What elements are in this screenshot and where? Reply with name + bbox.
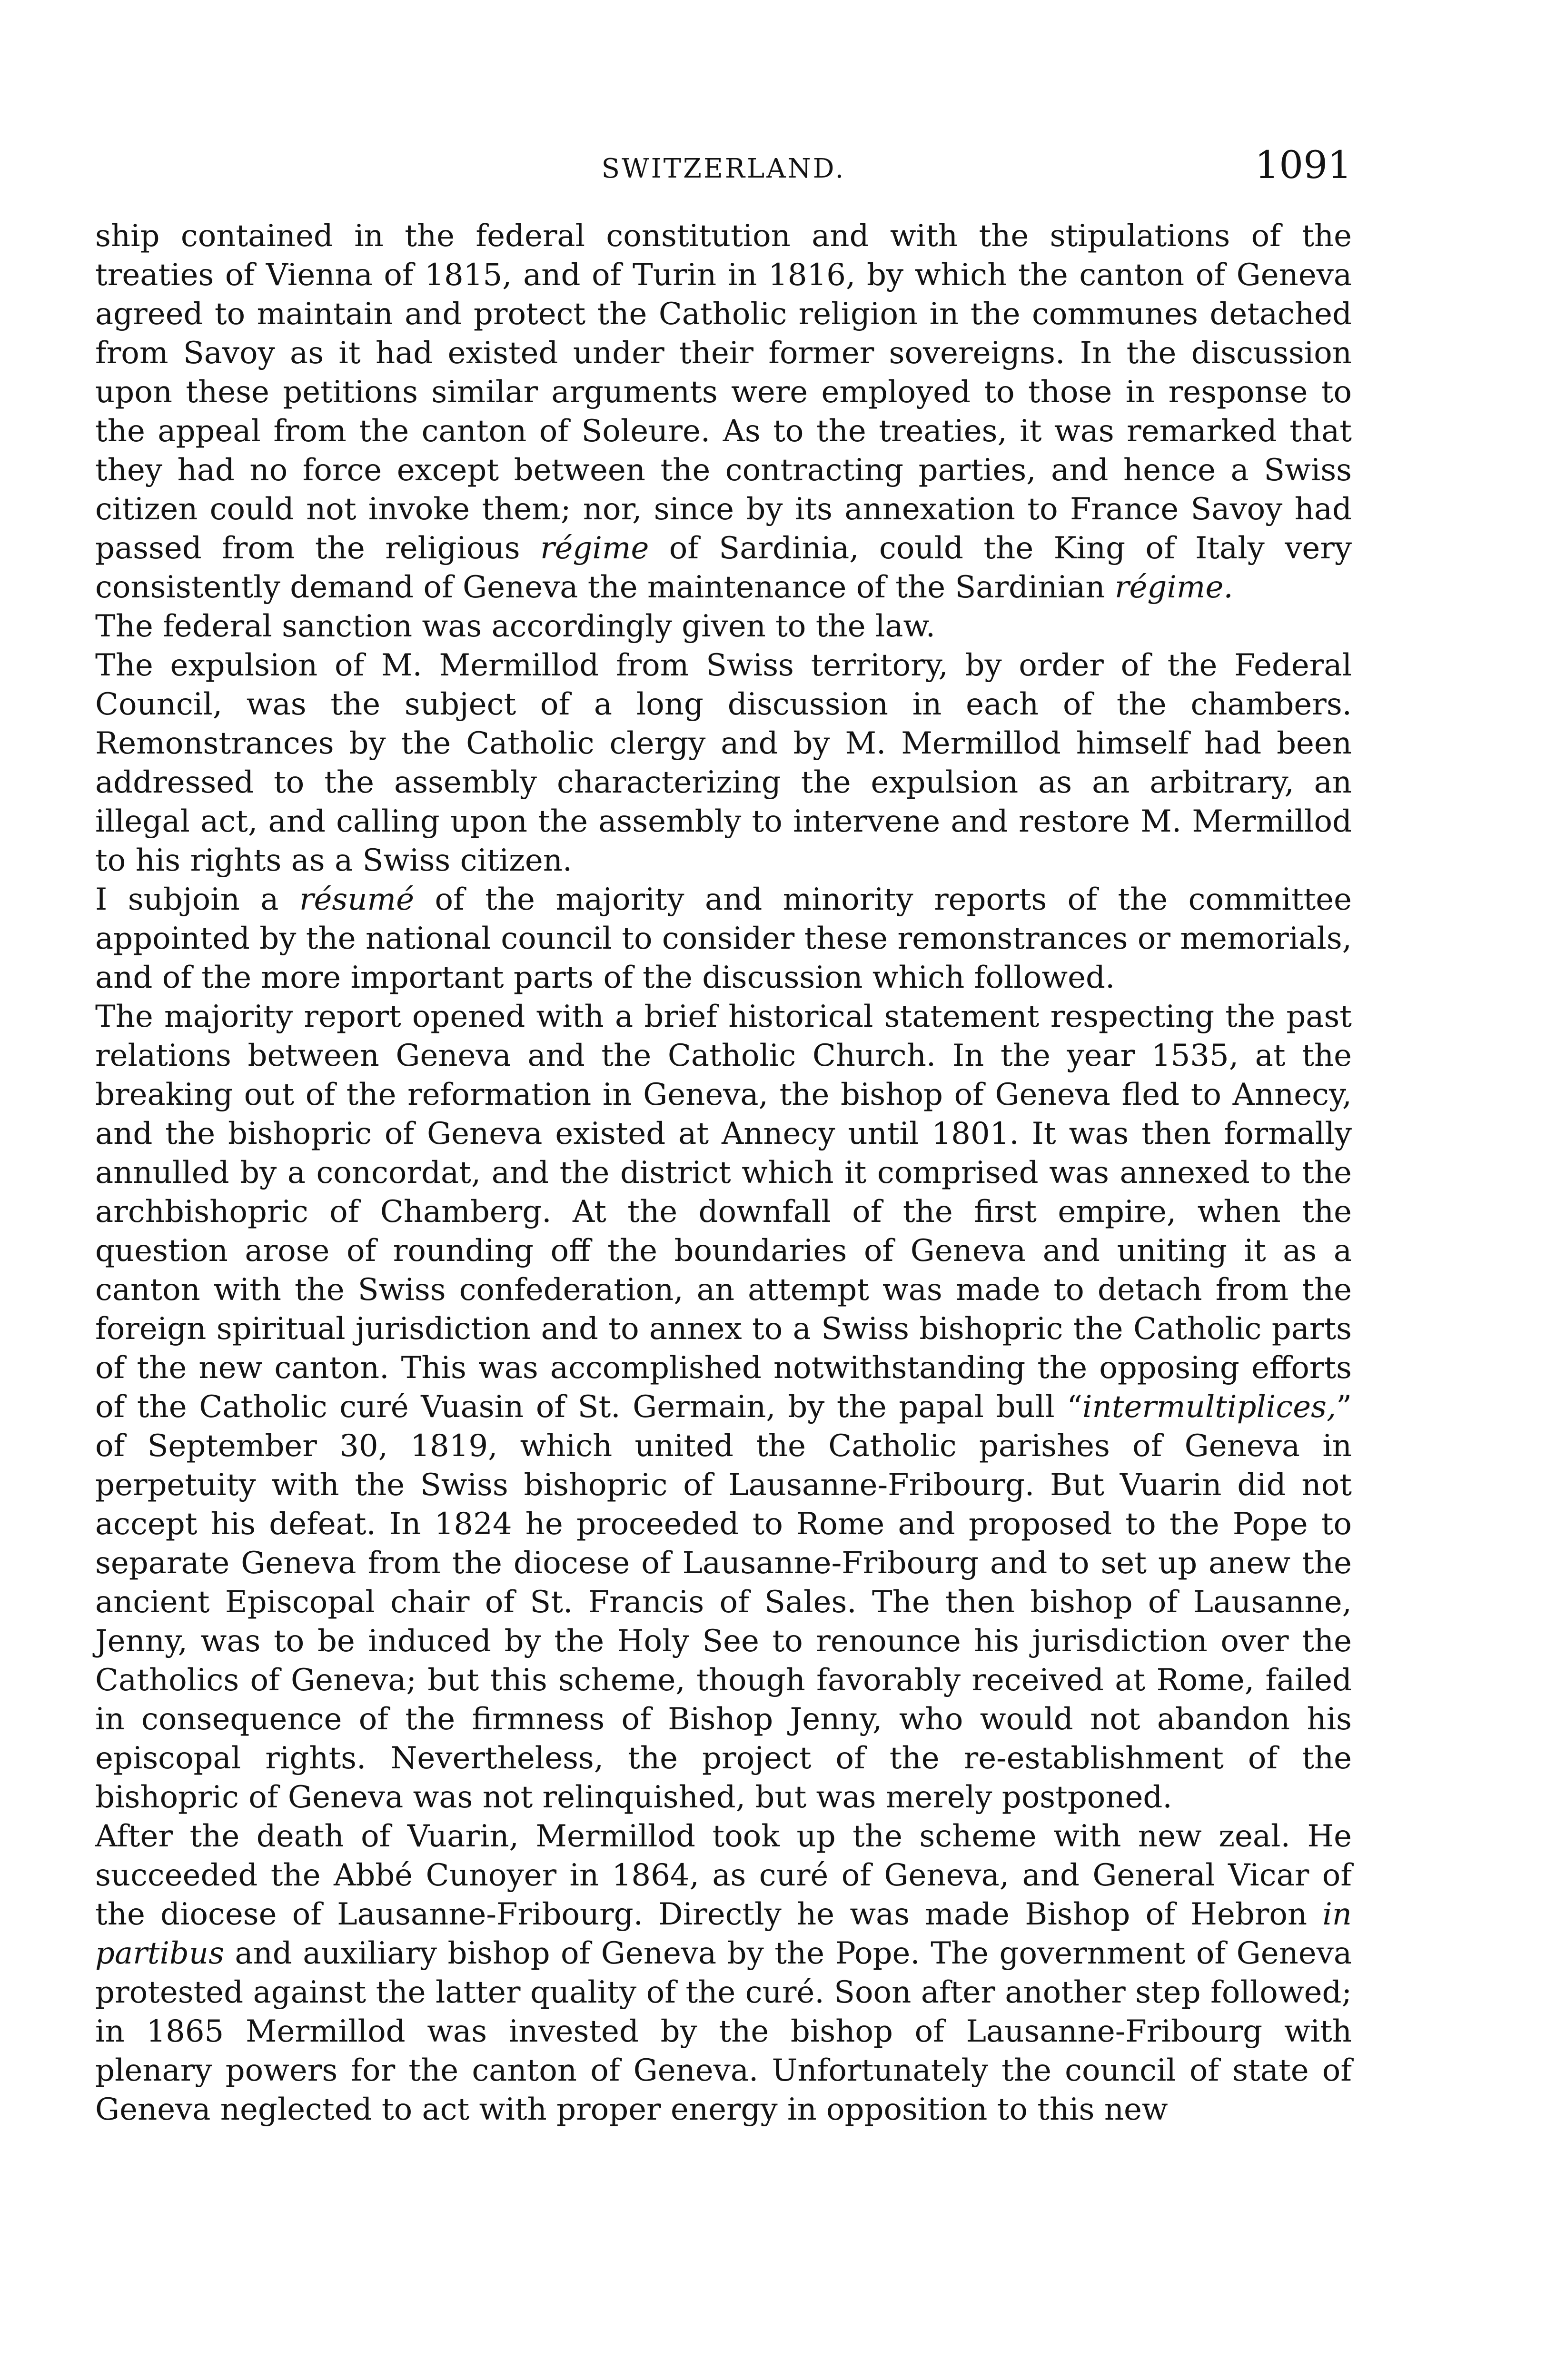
paragraph-text: ship contained in the federal constitution and with the stipulations of the treaties of Vienna of 1815, and of Turin in 1816, by which the canton of Geneva agreed to maintain and protect the Catholic religion in the communes detached from Savoy as it had existed under their former sovereigns. In the discussion upon these petitions similar arguments were employed to those in response to the appeal from the canton of Soleure. As to the treaties, it was remarked that they had no force except between the contracting parties, and hence a Swiss citizen could not invoke them; nor, since by its annexation to France Savoy had passed from the religious <box>95 218 1352 566</box>
page-number: 1091 <box>1255 143 1352 187</box>
paragraph-federal-sanction: The federal sanction was accordingly given to the law. <box>95 609 936 644</box>
page-header <box>95 143 1352 195</box>
paragraph-mermillod <box>95 1817 1352 2129</box>
body-text <box>95 217 1352 2129</box>
paragraph-text: After the death of Vuarin, Mermillod took up the scheme with new zeal. He succeeded the Abbé Cunoyer in 1864, as curé of Geneva, and General Vicar of the diocese of Lausanne-Fribourg. Directly he was made Bishop of Hebron <box>95 1819 1352 1932</box>
italic-term: régime. <box>1114 570 1233 605</box>
italic-term: in partibus <box>95 1897 1352 1971</box>
paragraph-text: of the majority and minority reports of the committee appointed by the national council to consider these remonstrances or memorials, and of the more important parts of the discussion which followed. <box>95 882 1352 995</box>
paragraph-majority-report <box>95 997 1352 1817</box>
paragraph-text: The majority report opened with a brief historical statement respecting the past relations between Geneva and the Catholic Church. In the year 1535, at the breaking out of the reformation in Geneva, the bishop of Geneva fled to Annecy, and the bishopric of Geneva existed at Annecy until 1801. It was then formally annulled by a concordat, and the district which it comprised was annexed to the archbishopric of Chamberg. At the downfall of the first empire, when the question arose of rounding off the boundaries of Geneva and uniting it as a canton with the Swiss confederation, an attempt was made to detach from the foreign spiritual jurisdiction and to annex to a Swiss bishopric the Catholic parts of the new canton. This was accomplished notwithstanding the opposing efforts of the Catholic curé Vuasin of St. Germain, by the papal bull “ <box>95 999 1352 1425</box>
paragraph-text: ” of September 30, 1819, which united the Catholic parishes of Geneva in perpetuity with the Swiss bishopric of Lausanne-Fribourg. But Vuarin did not accept his defeat. In 1824 he proceeded to Rome and proposed to the Pope to separate Geneva from the diocese of Lausanne-Fribourg and to set up anew the ancient Episcopal chair of St. Francis of Sales. The then bishop of Lausanne, Jenny, was to be induced by the Holy See to renounce his jurisdiction over the Catholics of Geneva; but this scheme, though favorably received at Rome, failed in consequence of the firmness of Bishop Jenny, who would not abandon his episcopal rights. Nevertheless, the project of the re-establishment of the bishopric of Geneva was not relinquished, but was merely postponed. <box>95 1389 1352 1815</box>
paragraph-text: I subjoin a <box>95 882 299 917</box>
paragraph-continuation <box>95 217 1352 607</box>
paragraph-expulsion: The expulsion of M. Mermillod from Swiss territory, by order of the Federal Council, was the subject of a long discussion in each of the chambers. Remonstrances by the Catholic clergy and by M. Mermillod himself had been addressed to the assembly characterizing the expulsion as an arbitrary, an illegal act, and calling upon the assembly to intervene and restore M. Mermillod to his rights as a Swiss citizen. <box>95 648 1352 878</box>
paragraph-text: of Sardinia, could the King of Italy very consistently demand of Geneva the maintenance of the Sardinian <box>95 531 1352 605</box>
running-head: SWITZERLAND. <box>601 153 846 184</box>
italic-term: intermultiplices, <box>1082 1389 1337 1425</box>
paragraph-text: and auxiliary bishop of Geneva by the Pope. The government of Geneva protested against the latter quality of the curé. Soon after another step followed; in 1865 Mermillod was invested by the bishop of Lausanne-Fribourg with plenary powers for the canton of Geneva. Unfortunately the council of state of Geneva neglected to act with proper energy in opposition to this new <box>95 1936 1352 2127</box>
italic-term: résumé <box>299 882 414 917</box>
italic-term: régime <box>540 531 649 566</box>
paragraph-resume <box>95 880 1352 997</box>
